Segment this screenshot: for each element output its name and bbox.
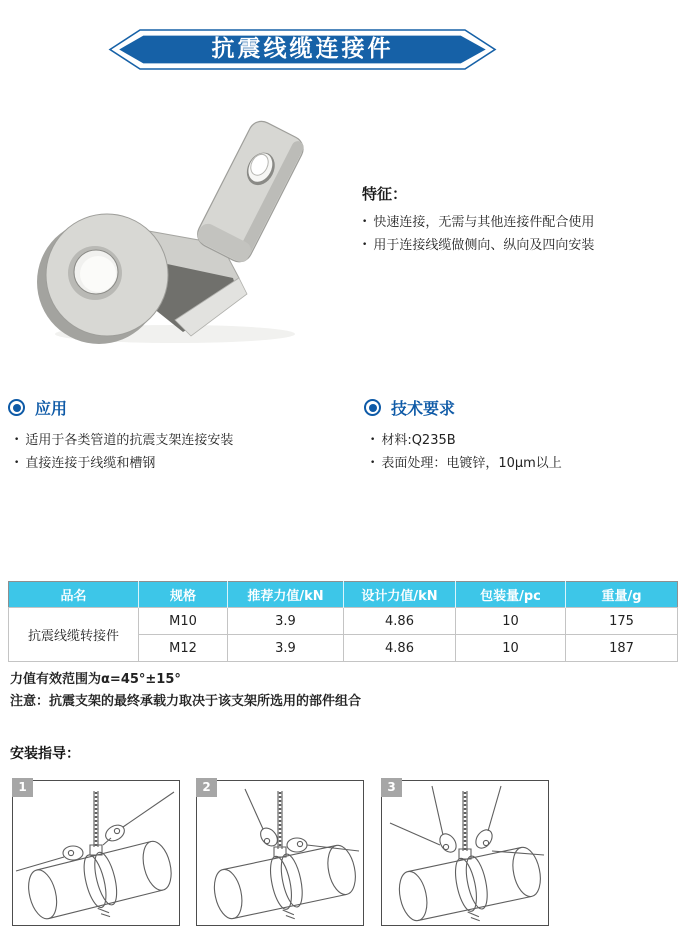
figure-number-badge: 1 xyxy=(12,778,33,797)
install-figure-1 xyxy=(12,780,180,926)
install-drawing-four-way-mount xyxy=(382,781,548,924)
column-header: 包装量/pc xyxy=(456,582,566,608)
figure-number-badge: 3 xyxy=(381,778,402,797)
note-line: 力值有效范围为α=45°±15° xyxy=(10,672,181,687)
technical-item: • 材料:Q235B xyxy=(364,429,679,452)
feature-item: • 快速连接，无需与其他连接件配合使用 xyxy=(362,211,677,234)
technical-title: 技术要求 xyxy=(391,399,456,418)
design-force-cell: 4.86 xyxy=(344,608,456,635)
install-drawing-side-mount xyxy=(13,781,179,924)
target-bullet-icon xyxy=(364,399,381,416)
table-header-row xyxy=(9,582,678,608)
application-title: 应用 xyxy=(35,399,68,418)
install-figure-2 xyxy=(196,780,364,926)
product-name-cell: 抗震线缆转接件 xyxy=(9,608,139,662)
figure-number-badge: 2 xyxy=(196,778,217,797)
pack-qty-cell: 10 xyxy=(456,608,566,635)
note-line: 注意：抗震支架的最终承载力取决于该支架所选用的部件组合 xyxy=(10,694,362,709)
features-title: 特征： xyxy=(362,185,408,203)
technical-item: • 表面处理：电镀锌，10μm以上 xyxy=(364,452,679,475)
install-guide-title: 安装指导： xyxy=(10,746,80,762)
column-header: 重量/g xyxy=(566,582,678,608)
table-row xyxy=(9,608,678,635)
recommended-force-cell: 3.9 xyxy=(228,608,344,635)
application-item: • 适用于各类管道的抗震支架连接安装 xyxy=(8,429,358,452)
weight-cell: 175 xyxy=(566,608,678,635)
application-section xyxy=(8,396,358,475)
spec-table xyxy=(8,581,678,662)
pack-qty-cell: 10 xyxy=(456,635,566,662)
recommended-force-cell: 3.9 xyxy=(228,635,344,662)
title-banner xyxy=(108,28,497,71)
install-drawing-longitudinal-mount xyxy=(197,781,363,924)
spec-cell: M10 xyxy=(139,608,228,635)
install-figure-3 xyxy=(381,780,549,926)
page-title: 抗震线缆连接件 xyxy=(211,36,394,62)
design-force-cell: 4.86 xyxy=(344,635,456,662)
column-header: 品名 xyxy=(9,582,139,608)
application-item: • 直接连接于线缆和槽钢 xyxy=(8,452,358,475)
spec-cell: M12 xyxy=(139,635,228,662)
product-photo xyxy=(25,108,355,348)
technical-section xyxy=(364,396,679,475)
column-header: 规格 xyxy=(139,582,228,608)
column-header: 设计力值/kN xyxy=(344,582,456,608)
column-header: 推荐力值/kN xyxy=(228,582,344,608)
target-bullet-icon xyxy=(8,399,25,416)
feature-item: • 用于连接线缆做侧向、纵向及四向安装 xyxy=(362,234,677,257)
features-section xyxy=(362,183,677,257)
weight-cell: 187 xyxy=(566,635,678,662)
